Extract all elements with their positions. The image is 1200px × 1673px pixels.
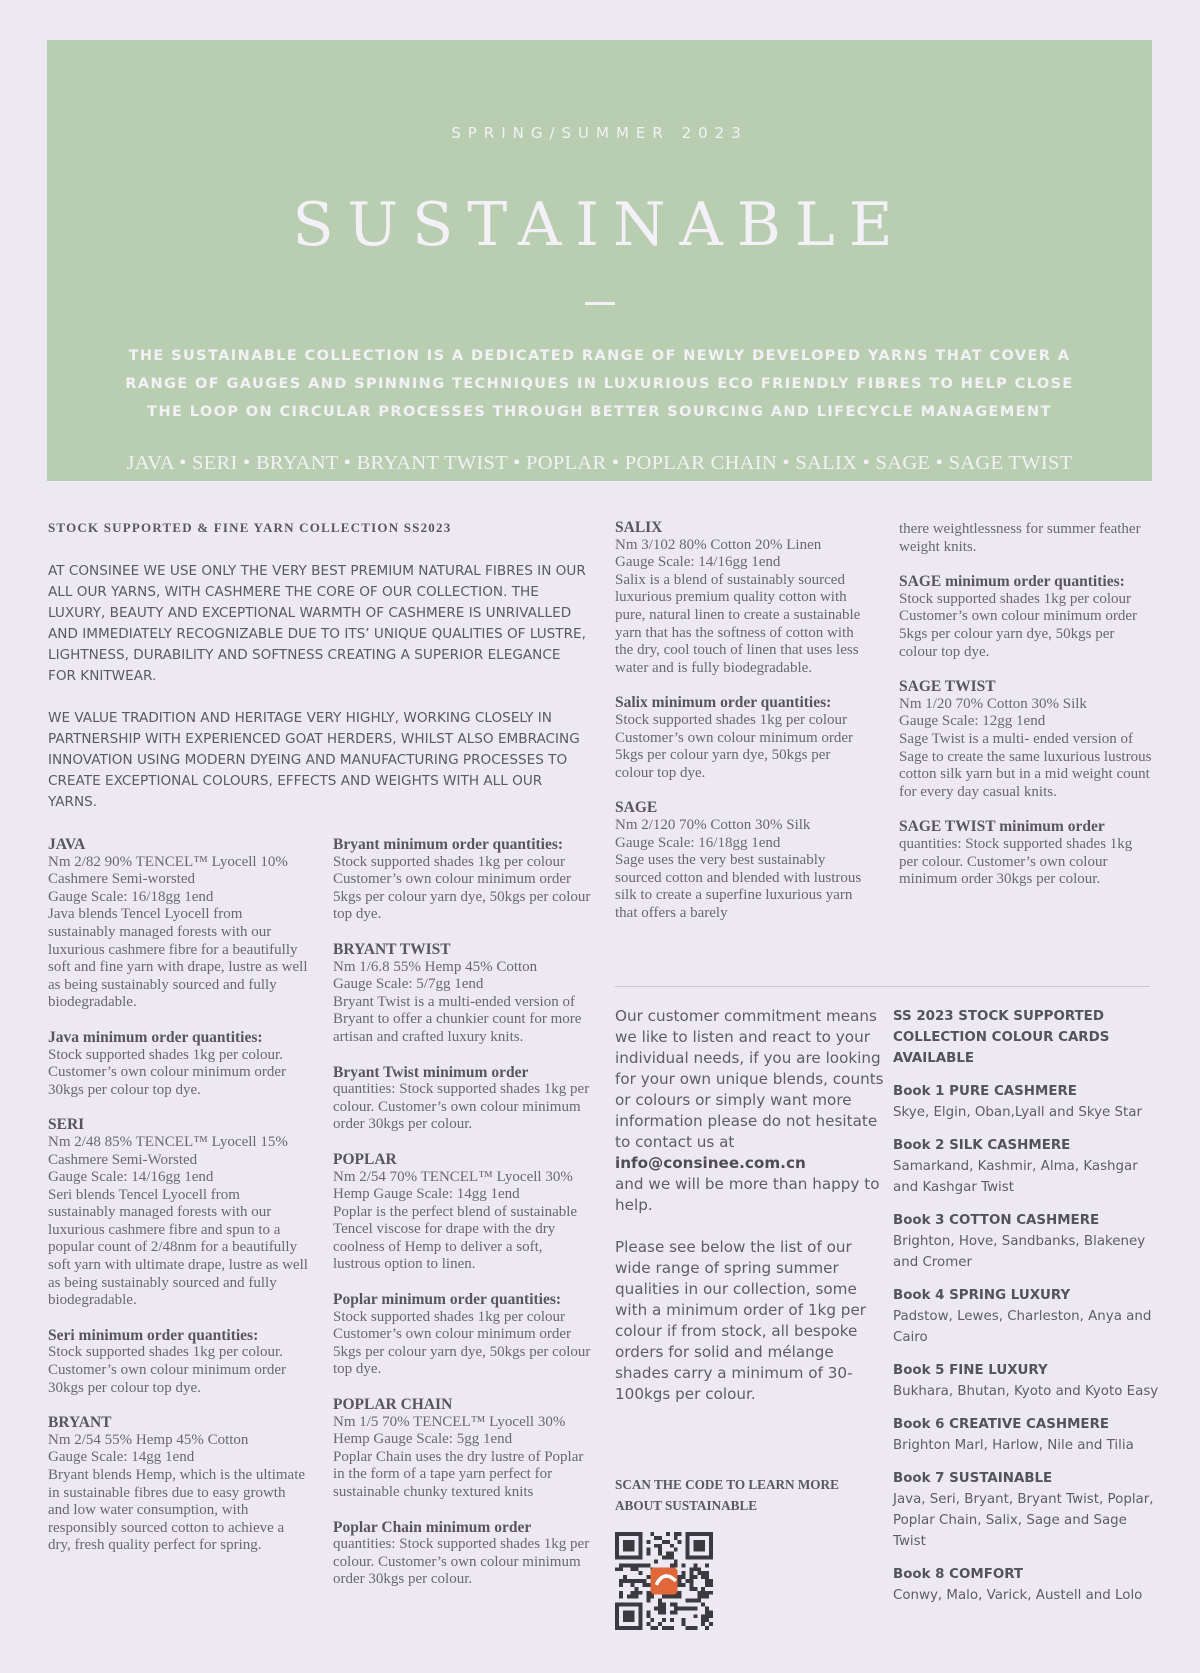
book-items: Bukhara, Bhutan, Kyoto and Kyoto Easy: [893, 1384, 1159, 1399]
page-title: SUSTAINABLE: [292, 190, 907, 260]
minimum-order-note: Please see below the list of our wide range of spring summer qualities in our collection, some with a minimum order of 1kg per colour if from stock, all bespoke orders for solid and mélange shades carry a minimum of 30-100kgs per colour.: [615, 1238, 867, 1403]
yarn-spec: Nm 3/102 80% Cotton 20% Linen: [615, 536, 822, 553]
book-items: Conwy, Malo, Varick, Austell and Lolo: [893, 1588, 1143, 1603]
moq-text: Stock supported shades 1kg per colour Customer’s own colour minimum order 5kgs per colour yarn dye, 50kgs per colour top dye.: [615, 711, 854, 781]
yarn-name: SERI: [48, 1116, 85, 1134]
book-title: Book 4 SPRING LUXURY: [893, 1288, 1071, 1303]
book-7: [893, 1468, 1163, 1552]
moq-seri: [48, 1327, 308, 1397]
yarn-sage-twist: [899, 678, 1154, 801]
moq-text: quantities: Stock supported shades 1kg per colour. Customer’s own colour minimum order 30kgs per colour.: [333, 1536, 590, 1588]
yarn-description: Java blends Tencel Lyocell from sustainably managed forests with our luxurious cashmere fibre for a beautifully soft and fine yarn with drape, lustre as well as being sustainably sourced and fully biodegradable.: [48, 906, 308, 1011]
scan-prompt: SCAN THE CODE TO LEARN MORE ABOUT SUSTAINABLE: [615, 1477, 839, 1513]
book-items: Java, Seri, Bryant, Bryant Twist, Poplar, Poplar Chain, Salix, Sage and Sage Twist: [893, 1492, 1154, 1549]
yarn-description: Sage Twist is a multi- ended version of Sage to create the same luxurious lustrous cotton silk yarn but in a mid weight count for every day casual knits.: [899, 730, 1152, 800]
commitment-text: Our customer commitment means we like to listen and react to your individual needs, if you are looking for your own unique blends, counts or colours or simply want more information please do not hesitate to contact us at: [615, 1007, 884, 1151]
yarn-gauge: Gauge Scale: 12gg 1end: [899, 713, 1046, 730]
column-2: [333, 836, 593, 1606]
book-1: [893, 1081, 1163, 1123]
yarn-salix: [615, 519, 870, 677]
yarn-name: BRYANT TWIST: [333, 940, 451, 958]
moq-text: Stock supported shades 1kg per colour. Customer’s own colour minimum order 30kgs per colour top dye.: [48, 1344, 287, 1396]
yarn-spec: Nm 1/20 70% Cotton 30% Silk: [899, 695, 1087, 712]
book-2: [893, 1135, 1163, 1198]
moq-text: quantities: Stock supported shades 1kg per colour. Customer’s own colour minimum order 30kgs per colour.: [899, 835, 1133, 888]
book-title: Book 1 PURE CASHMERE: [893, 1084, 1077, 1099]
yarn-description: Bryant blends Hemp, which is the ultimate in sustainable fibres due to easy growth and low water consumption, with responsibly sourced cotton to achieve a dry, fresh quality perfect for spring.: [48, 1467, 306, 1554]
moq-title: SAGE TWIST minimum order: [899, 818, 1105, 836]
yarn-java: [48, 836, 308, 1012]
yarn-description: Seri blends Tencel Lyocell from sustainably managed forests with our luxurious cashmere fibre and spun to a popular count of 2/48nm for a beautifully soft yarn with ultimate drape, lustre as well as being sustainably sourced and fully biodegradable.: [48, 1186, 308, 1309]
moq-title: Salix minimum order quantities:: [615, 694, 832, 712]
column-3: [615, 519, 870, 939]
book-items: Brighton Marl, Harlow, Nile and Tilia: [893, 1438, 1134, 1453]
yarn-gauge: Gauge Scale: 14gg 1end: [48, 1449, 195, 1466]
moq-text: Stock supported shades 1kg per colour. Customer’s own colour minimum order 30kgs per colour top dye.: [48, 1046, 287, 1098]
column-4: [899, 521, 1154, 906]
moq-title: SAGE minimum order quantities:: [899, 573, 1125, 591]
book-title: Book 6 CREATIVE CASHMERE: [893, 1417, 1110, 1432]
section-divider: [615, 986, 1150, 987]
yarn-gauge: Gauge Scale: 14/16gg 1end: [48, 1169, 214, 1186]
yarn-gauge: Gauge Scale: 14/16gg 1end: [615, 554, 781, 571]
intro-paragraph-1: AT CONSINEE WE USE ONLY THE VERY BEST PREMIUM NATURAL FIBRES IN OUR ALL OUR YARNS, WITH CASHMERE THE CORE OF OUR COLLECTION. THE LUXURY, BEAUTY AND EXCEPTIONAL WARMTH OF CASHMERE IS UNRIVALLED AND IMMEDIATELY RECOGNIZABLE DUE TO ITS’ UNIQUE QUALITIES OF LUSTRE, LIGHTNESS, DURABILITY AND SOFTNESS CREATING A SUPERIOR ELEGANCE FOR KNITWEAR.: [48, 563, 586, 684]
yarn-description: Poplar is the perfect blend of sustainable Tencel viscose for drape with the dry coolness of Hemp to deliver a soft, lustrous option to linen.: [333, 1203, 578, 1273]
moq-text: Stock supported shades 1kg per colour Customer’s own colour minimum order 5kgs per colour yarn dye, 50kgs per colour top dye.: [899, 590, 1138, 660]
moq-bryant-twist: [333, 1064, 593, 1134]
moq-title: Java minimum order quantities:: [48, 1028, 263, 1046]
moq-bryant: [333, 836, 593, 924]
book-3: [893, 1210, 1163, 1273]
yarn-seri: [48, 1116, 308, 1310]
yarn-description: there weightlessness for summer feather weight knits.: [899, 521, 1141, 555]
yarn-name: BRYANT: [48, 1414, 112, 1432]
moq-title: Poplar Chain minimum order: [333, 1518, 532, 1536]
book-items: Skye, Elgin, Oban,Lyall and Skye Star: [893, 1105, 1143, 1120]
moq-text: Stock supported shades 1kg per colour Customer’s own colour minimum order 5kgs per colour yarn dye, 50kgs per colour top dye.: [333, 853, 591, 923]
moq-title: Seri minimum order quantities:: [48, 1326, 259, 1344]
section-heading: STOCK SUPPORTED & FINE YARN COLLECTION SS2023: [48, 520, 452, 535]
customer-commitment: [615, 1006, 885, 1405]
book-items: Samarkand, Kashmir, Alma, Kashgar and Kashgar Twist: [893, 1159, 1138, 1195]
moq-title: Bryant Twist minimum order: [333, 1063, 529, 1081]
yarn-bryant-twist: [333, 941, 593, 1047]
yarn-spec: Nm 2/48 85% TENCEL™ Lyocell 15% Cashmere Semi-Worsted: [48, 1133, 288, 1168]
moq-salix: [615, 694, 870, 782]
moq-title: Poplar minimum order quantities:: [333, 1291, 562, 1309]
yarn-description: Bryant Twist is a multi-ended version of Bryant to offer a chunkier count for more artisan and crafted luxury knits.: [333, 993, 582, 1045]
moq-title: Bryant minimum order quantities:: [333, 836, 564, 853]
commitment-closing: and we will be more than happy to help.: [615, 1175, 880, 1214]
yarn-bryant: [48, 1414, 308, 1555]
column-1: [48, 836, 308, 1572]
book-title: Book 8 COMFORT: [893, 1567, 1024, 1582]
yarn-sage: [615, 799, 870, 922]
yarn-description: Poplar Chain uses the dry lustre of Poplar in the form of a tape yarn perfect for sustainable chunky textured knits: [333, 1448, 584, 1500]
colour-cards: [893, 1006, 1163, 1618]
yarn-name: JAVA: [48, 836, 86, 853]
collection-intro: THE SUSTAINABLE COLLECTION IS A DEDICATED RANGE OF NEWLY DEVELOPED YARNS THAT COVER A RANGE OF GAUGES AND SPINNING TECHNIQUES IN LUXURIOUS ECO FRIENDLY FIBRES TO HELP CLOSE THE LOOP ON CIRCULAR PROCESSES THROUGH BETTER SOURCING AND LIFECYCLE MANAGEMENT: [125, 348, 1074, 420]
book-items: Brighton, Hove, Sandbanks, Blakeney and Cromer: [893, 1234, 1146, 1270]
yarn-poplar-chain: [333, 1396, 593, 1502]
yarn-name: SAGE: [615, 799, 658, 817]
book-4: [893, 1285, 1163, 1348]
title-divider: [585, 302, 615, 305]
yarn-poplar: [333, 1151, 593, 1274]
moq-sage-twist: [899, 818, 1154, 888]
book-title: Book 5 FINE LUXURY: [893, 1363, 1048, 1378]
hero-banner: [47, 40, 1152, 481]
colour-cards-title: SS 2023 STOCK SUPPORTED COLLECTION COLOUR CARDS AVAILABLE: [893, 1009, 1110, 1066]
yarn-gauge: Gauge Scale: 16/18gg 1end: [48, 888, 214, 905]
yarn-name: POPLAR: [333, 1150, 397, 1168]
moq-sage: [899, 573, 1154, 661]
season-label: SPRING/SUMMER 2023: [451, 124, 748, 142]
contact-email-link[interactable]: info@consinee.com.cn: [615, 1154, 806, 1172]
moq-poplar: [333, 1291, 593, 1379]
book-items: Padstow, Lewes, Charleston, Anya and Cairo: [893, 1309, 1152, 1345]
yarn-name: SAGE TWIST: [899, 678, 996, 696]
intro-paragraph-2: WE VALUE TRADITION AND HERITAGE VERY HIGHLY, WORKING CLOSELY IN PARTNERSHIP WITH EXPERIENCED GOAT HERDERS, WHILST ALSO EMBRACING INNOVATION USING MODERN DYEING AND MANUFACTURING PROCESSES TO CREATE EXCEPTIONAL COLOURS, EFFECTS AND WEIGHTS WITH ALL OUR YARNS.: [48, 710, 580, 810]
yarn-sage-continued: [899, 521, 1154, 556]
yarn-spec: Nm 2/120 70% Cotton 30% Silk: [615, 816, 811, 833]
moq-text: Stock supported shades 1kg per colour Customer’s own colour minimum order 5kgs per colour yarn dye, 50kgs per colour top dye.: [333, 1308, 591, 1378]
yarn-spec: Nm 1/5 70% TENCEL™ Lyocell 30% Hemp Gauge Scale: 5gg 1end: [333, 1413, 566, 1448]
yarn-name: SALIX: [615, 519, 663, 536]
moq-poplar-chain: [333, 1519, 593, 1589]
book-title: Book 3 COTTON CASHMERE: [893, 1213, 1100, 1228]
moq-text: quantities: Stock supported shades 1kg per colour. Customer’s own colour minimum order 30kgs per colour.: [333, 1081, 590, 1133]
yarn-description: Salix is a blend of sustainably sourced luxurious premium quality cotton with pure, natural linen to create a sustainable yarn that has the softness of cotton with the dry, cool touch of linen that uses less water and is fully biodegradable.: [615, 571, 861, 676]
yarn-list: JAVA • SERI • BRYANT • BRYANT TWIST • POPLAR • POPLAR CHAIN • SALIX • SAGE • SAGE TWIST: [126, 452, 1073, 474]
yarn-spec: Nm 2/82 90% TENCEL™ Lyocell 10% Cashmere Semi-worsted: [48, 853, 288, 888]
yarn-spec: Nm 1/6.8 55% Hemp 45% Cotton: [333, 958, 538, 975]
yarn-description: Sage uses the very best sustainably sourced cotton and blended with lustrous silk to create a superfine luxurious yarn that offers a barely: [615, 852, 862, 921]
book-title: Book 7 SUSTAINABLE: [893, 1471, 1053, 1486]
book-5: [893, 1360, 1163, 1402]
yarn-gauge: Gauge Scale: 16/18gg 1end: [615, 834, 781, 851]
yarn-spec: Nm 2/54 55% Hemp 45% Cotton: [48, 1431, 249, 1448]
moq-java: [48, 1029, 308, 1099]
book-6: [893, 1414, 1163, 1456]
qr-code-icon[interactable]: [615, 1532, 713, 1630]
book-8: [893, 1564, 1163, 1606]
book-title: Book 2 SILK CASHMERE: [893, 1138, 1071, 1153]
yarn-name: POPLAR CHAIN: [333, 1396, 453, 1414]
yarn-gauge: Gauge Scale: 5/7gg 1end: [333, 976, 484, 993]
yarn-spec: Nm 2/54 70% TENCEL™ Lyocell 30% Hemp Gauge Scale: 14gg 1end: [333, 1168, 573, 1203]
